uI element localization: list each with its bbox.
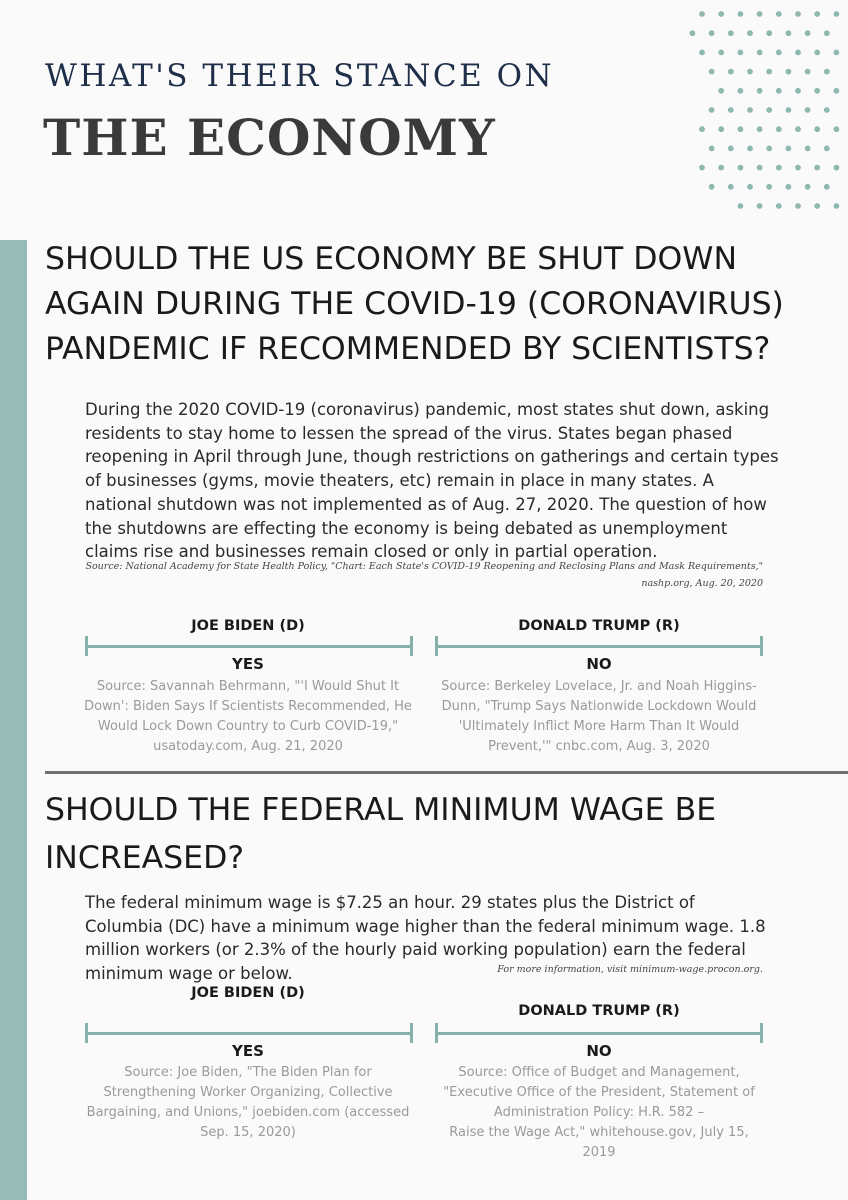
question-description: During the 2020 COVID-19 (coronavirus) pandemic, most states shut down, asking residents to stay home to lessen the spread of the virus. States began phased reopening in April through June, though restrictions on gatherings and certain types of businesses (gyms, movie theaters, etc) remain in place in many states. A national shutdown was not implemented as of Aug. 27, 2020. The question of how the shutdowns are effecting the economy is being debated as unemployment claims rise and businesses remain closed or only in partial operation.	[85, 400, 779, 562]
decorative-dot	[776, 165, 782, 171]
source-line: Would Lock Down Country to Curb COVID-19,"	[97, 719, 399, 734]
page-title: THE ECONOMY	[43, 108, 496, 167]
decorative-dot	[766, 69, 772, 75]
source-line: Source: Joe Biden, "The Biden Plan for	[124, 1065, 372, 1080]
decorative-dot	[776, 11, 782, 17]
source-line: Sep. 15, 2020)	[200, 1125, 296, 1140]
dot-pattern-decoration	[598, 0, 848, 215]
decorative-dot	[776, 126, 782, 132]
source-line: Strengthening Worker Organizing, Collective	[103, 1085, 393, 1100]
decorative-dot	[718, 165, 724, 171]
decorative-dot	[728, 107, 734, 113]
question-title-line: INCREASED?	[45, 840, 245, 876]
decorative-dot	[805, 69, 811, 75]
decorative-dot	[805, 30, 811, 36]
source-line: Bargaining, and Unions," joebiden.com (accessed	[86, 1105, 410, 1120]
decorative-dot	[824, 184, 830, 190]
decorative-dot	[718, 126, 724, 132]
decorative-dot	[738, 11, 744, 17]
decorative-dot	[718, 50, 724, 56]
decorative-dot	[738, 126, 744, 132]
decorative-dot	[747, 30, 753, 36]
stance-answer-biden: YES	[232, 655, 264, 673]
decorative-dot	[814, 126, 820, 132]
candidate-name-trump: DONALD TRUMP (R)	[518, 1003, 680, 1019]
decorative-dot	[709, 184, 715, 190]
question-title-line: AGAIN DURING THE COVID-19 (CORONAVIRUS)	[45, 286, 784, 322]
source-citation: For more information, visit minimum-wage.procon.org.	[497, 964, 763, 975]
bracket-divider	[435, 1023, 763, 1043]
source-citation: nashp.org, Aug. 20, 2020	[641, 578, 763, 589]
decorative-dot	[795, 165, 801, 171]
decorative-dot	[699, 165, 705, 171]
decorative-dot	[728, 30, 734, 36]
decorative-dot	[738, 50, 744, 56]
decorative-dot	[834, 11, 840, 17]
decorative-dot	[766, 184, 772, 190]
decorative-dot	[824, 107, 830, 113]
decorative-dot	[690, 30, 696, 36]
decorative-dot	[776, 50, 782, 56]
source-line: "Executive Office of the President, Statement of	[443, 1085, 755, 1100]
decorative-dot	[795, 203, 801, 209]
decorative-dot	[834, 165, 840, 171]
decorative-dot	[728, 146, 734, 152]
source-line: 'Ultimately Inflict More Harm Than It Would	[458, 719, 740, 734]
bracket-divider	[435, 636, 763, 656]
source-line: Down': Biden Says If Scientists Recommended, He	[84, 699, 412, 714]
decorative-dot	[699, 50, 705, 56]
question-title-line: SHOULD THE FEDERAL MINIMUM WAGE BE	[45, 792, 717, 828]
decorative-dot	[805, 146, 811, 152]
decorative-dot	[699, 11, 705, 17]
decorative-dot	[718, 88, 724, 94]
decorative-dot	[776, 203, 782, 209]
decorative-dot	[699, 126, 705, 132]
candidate-source	[83, 1063, 413, 1143]
decorative-dot	[728, 184, 734, 190]
decorative-dot	[728, 69, 734, 75]
question-title-line: PANDEMIC IF RECOMMENDED BY SCIENTISTS?	[45, 331, 771, 367]
source-line: Prevent,'" cnbc.com, Aug. 3, 2020	[488, 739, 710, 754]
decorative-dot	[757, 50, 763, 56]
source-line: Source: Office of Budget and Management,	[458, 1065, 740, 1080]
decorative-dot	[709, 30, 715, 36]
decorative-dot	[795, 11, 801, 17]
source-line: usatoday.com, Aug. 21, 2020	[153, 739, 343, 754]
decorative-dot	[814, 203, 820, 209]
candidate-source	[434, 677, 764, 757]
decorative-dot	[757, 11, 763, 17]
decorative-dot	[757, 88, 763, 94]
decorative-dot	[814, 50, 820, 56]
decorative-dot	[738, 203, 744, 209]
decorative-dot	[805, 107, 811, 113]
decorative-dot	[795, 126, 801, 132]
decorative-dot	[757, 203, 763, 209]
decorative-dot	[747, 184, 753, 190]
source-line: Dunn, "Trump Says Nationwide Lockdown Would	[441, 699, 757, 714]
decorative-dot	[834, 203, 840, 209]
decorative-dot	[834, 50, 840, 56]
decorative-dot	[738, 165, 744, 171]
candidate-name-biden: JOE BIDEN (D)	[191, 618, 305, 634]
decorative-dot	[766, 146, 772, 152]
stance-answer-trump: NO	[586, 655, 612, 673]
candidate-name-trump: DONALD TRUMP (R)	[518, 618, 680, 634]
header-subtitle: WHAT'S THEIR STANCE ON	[45, 58, 555, 94]
decorative-dot	[766, 30, 772, 36]
decorative-dot	[747, 146, 753, 152]
decorative-dot	[747, 107, 753, 113]
decorative-dot	[709, 107, 715, 113]
candidate-name-biden: JOE BIDEN (D)	[191, 985, 305, 1001]
decorative-dot	[786, 146, 792, 152]
decorative-dot	[795, 88, 801, 94]
decorative-dot	[824, 146, 830, 152]
decorative-dot	[814, 88, 820, 94]
decorative-dot	[718, 11, 724, 17]
question-description: The federal minimum wage is $7.25 an hour. 29 states plus the District of Columbia (DC) have a minimum wage higher than the federal minimum wage. 1.8 million workers (or 2.3% of the hourly paid working population) earn the federal minimum wage or below.	[85, 893, 766, 984]
decorative-dot	[766, 107, 772, 113]
stance-answer-biden: YES	[232, 1042, 264, 1060]
decorative-dot	[805, 184, 811, 190]
decorative-dot	[795, 50, 801, 56]
decorative-dot	[776, 88, 782, 94]
bracket-divider	[85, 1023, 413, 1043]
decorative-dot	[814, 11, 820, 17]
stance-answer-trump: NO	[586, 1042, 612, 1060]
decorative-dot	[738, 88, 744, 94]
decorative-dot	[757, 165, 763, 171]
decorative-dot	[757, 126, 763, 132]
source-line: Administration Policy: H.R. 582 –	[493, 1105, 705, 1120]
decorative-dot	[786, 69, 792, 75]
decorative-dot	[709, 69, 715, 75]
decorative-dot	[747, 69, 753, 75]
bracket-divider	[85, 636, 413, 656]
source-line: Raise the Wage Act," whitehouse.gov, July 15, 2019	[449, 1125, 749, 1160]
source-line: Source: Berkeley Lovelace, Jr. and Noah Higgins-	[441, 679, 757, 694]
candidate-source	[83, 677, 413, 757]
decorative-dot	[824, 30, 830, 36]
question-title-line: SHOULD THE US ECONOMY BE SHUT DOWN	[45, 241, 738, 277]
decorative-dot	[786, 184, 792, 190]
decorative-dot	[824, 69, 830, 75]
source-citation: Source: National Academy for State Health Policy, "Chart: Each State's COVID-19 Reopening and Reclosing Plans and Mask Requirements,"	[85, 561, 763, 572]
decorative-dot	[786, 30, 792, 36]
decorative-dot	[834, 126, 840, 132]
decorative-dot	[834, 88, 840, 94]
source-line: Source: Savannah Behrmann, "'I Would Shut It	[96, 679, 400, 694]
decorative-dot	[814, 165, 820, 171]
decorative-dot	[786, 107, 792, 113]
candidate-source	[434, 1063, 764, 1163]
decorative-dot	[709, 146, 715, 152]
accent-bar	[0, 240, 27, 1200]
section-divider	[45, 771, 848, 774]
